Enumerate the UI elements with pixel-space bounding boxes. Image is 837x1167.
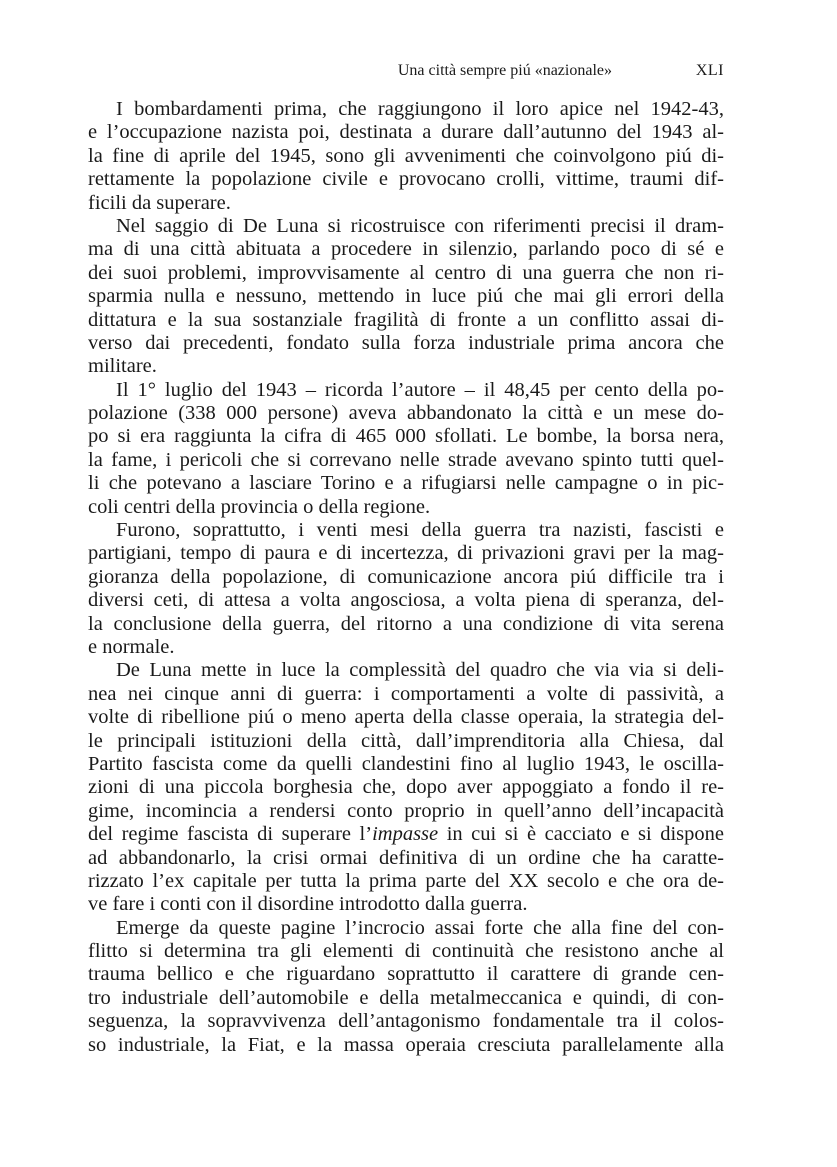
paragraph	[88, 659, 724, 916]
text-line: Emerge da queste pagine l’incrocio assai forte che alla fine del con-	[116, 916, 724, 939]
paragraph	[88, 917, 724, 1057]
paragraph	[88, 98, 724, 215]
text-line: so industriale, la Fiat, e la massa operaia cresciuta parallelamente alla	[88, 1033, 724, 1056]
page-number: XLI	[695, 62, 724, 79]
text-line: rettamente la popolazione civile e provocano crolli, vittime, traumi dif-	[88, 168, 724, 191]
text-line: verso dai precedenti, fondato sulla forza industriale prima ancora che	[88, 331, 724, 354]
running-title: Una città sempre piú «nazionale»	[397, 62, 612, 79]
text-line: po si era raggiunta la cifra di 465 000 sfollati. Le bombe, la borsa nera,	[88, 425, 724, 448]
text-line: De Luna mette in luce la complessità del quadro che via via si deli-	[116, 659, 724, 682]
italic-term: impasse	[372, 823, 439, 846]
text-line: I bombardamenti prima, che raggiungono il loro apice nel 1942-43,	[116, 98, 724, 120]
text-line: volte di ribellione piú o meno aperta della classe operaia, la strategia del-	[88, 706, 724, 729]
text-line: Partito fascista come da quelli clandestini fino al luglio 1943, le oscilla-	[88, 752, 724, 775]
text-line: li che potevano a lasciare Torino e a rifugiarsi nelle campagne o in pic-	[88, 472, 724, 495]
text-line: zioni di una piccola borghesia che, dopo aver appoggiato a fondo il re-	[88, 776, 724, 799]
text-line: tro industriale dell’automobile e della metalmeccanica e quindi, di con-	[88, 986, 724, 1009]
running-head	[88, 62, 724, 86]
text-line: gioranza della popolazione, di comunicazione ancora piú difficile tra i	[88, 565, 724, 588]
text-line: ad abbandonarlo, la crisi ormai definitiva di un ordine che ha caratte-	[88, 846, 724, 869]
text-line: trauma bellico e che riguardano soprattutto il carattere di grande cen-	[88, 963, 724, 986]
paragraph	[88, 215, 724, 379]
body-text	[88, 98, 724, 1057]
text-line: seguenza, la sopravvivenza dell’antagonismo fondamentale tra il colos-	[88, 1010, 724, 1033]
text-line: Il 1° luglio del 1943 – ricorda l’autore – il 48,45 per cento della po-	[116, 378, 724, 401]
text-line: diversi ceti, di attesa a volta angosciosa, a volta piena di speranza, del-	[88, 589, 724, 612]
text-line: flitto si determina tra gli elementi di continuità che resistono anche al	[88, 940, 724, 963]
text-line: e normale.	[88, 635, 175, 658]
text-line: militare.	[88, 355, 157, 378]
text-line: polazione (338 000 persone) aveva abbandonato la città e un mese do-	[88, 402, 724, 425]
paragraph	[88, 519, 724, 659]
paragraph	[88, 379, 724, 519]
text-line: la fine di aprile del 1945, sono gli avvenimenti che coinvolgono piú di-	[88, 144, 724, 167]
text-line: la conclusione della guerra, del ritorno a una condizione di vita serena	[88, 612, 724, 635]
text-line: rizzato l’ex capitale per tutta la prima parte del XX secolo e che ora de-	[88, 869, 724, 892]
text-segment: in cui si è cacciato e si dispone	[438, 823, 724, 846]
text-line: la fame, i pericoli che si correvano nelle strade avevano spinto tutti quel-	[88, 448, 724, 471]
text-line: ficili da superare.	[88, 191, 231, 214]
text-line: Nel saggio di De Luna si ricostruisce con riferimenti precisi il dram-	[116, 214, 724, 237]
text-line: ve fare i conti con il disordine introdotto dalla guerra.	[88, 893, 528, 916]
text-line: e l’occupazione nazista poi, destinata a durare dall’autunno del 1943 al-	[88, 121, 724, 144]
text-line: Furono, soprattutto, i venti mesi della guerra tra nazisti, fascisti e	[116, 519, 724, 542]
text-line: gime, incomincia a rendersi conto proprio in quell’anno dell’incapacità	[88, 799, 724, 822]
text-line: nea nei cinque anni di guerra: i comportamenti a volte di passività, a	[88, 682, 724, 705]
text-line-with-italic	[88, 823, 724, 846]
text-line: le principali istituzioni della città, dall’imprenditoria alla Chiesa, dal	[88, 729, 724, 752]
text-line: coli centri della provincia o della regione.	[88, 495, 431, 518]
text-segment: del regime fascista di superare l’	[88, 823, 373, 846]
text-line: dei suoi problemi, improvvisamente al centro di una guerra che non ri-	[88, 261, 724, 284]
text-line: ma di una città abituata a procedere in silenzio, parlando poco di sé e	[88, 238, 724, 261]
text-line: partigiani, tempo di paura e di incertezza, di privazioni gravi per la mag-	[88, 542, 724, 565]
text-line: sparmia nulla e nessuno, mettendo in luce piú che mai gli errori della	[88, 285, 724, 308]
text-line: dittatura e la sua sostanziale fragilità di fronte a un conflitto assai di-	[88, 308, 724, 331]
